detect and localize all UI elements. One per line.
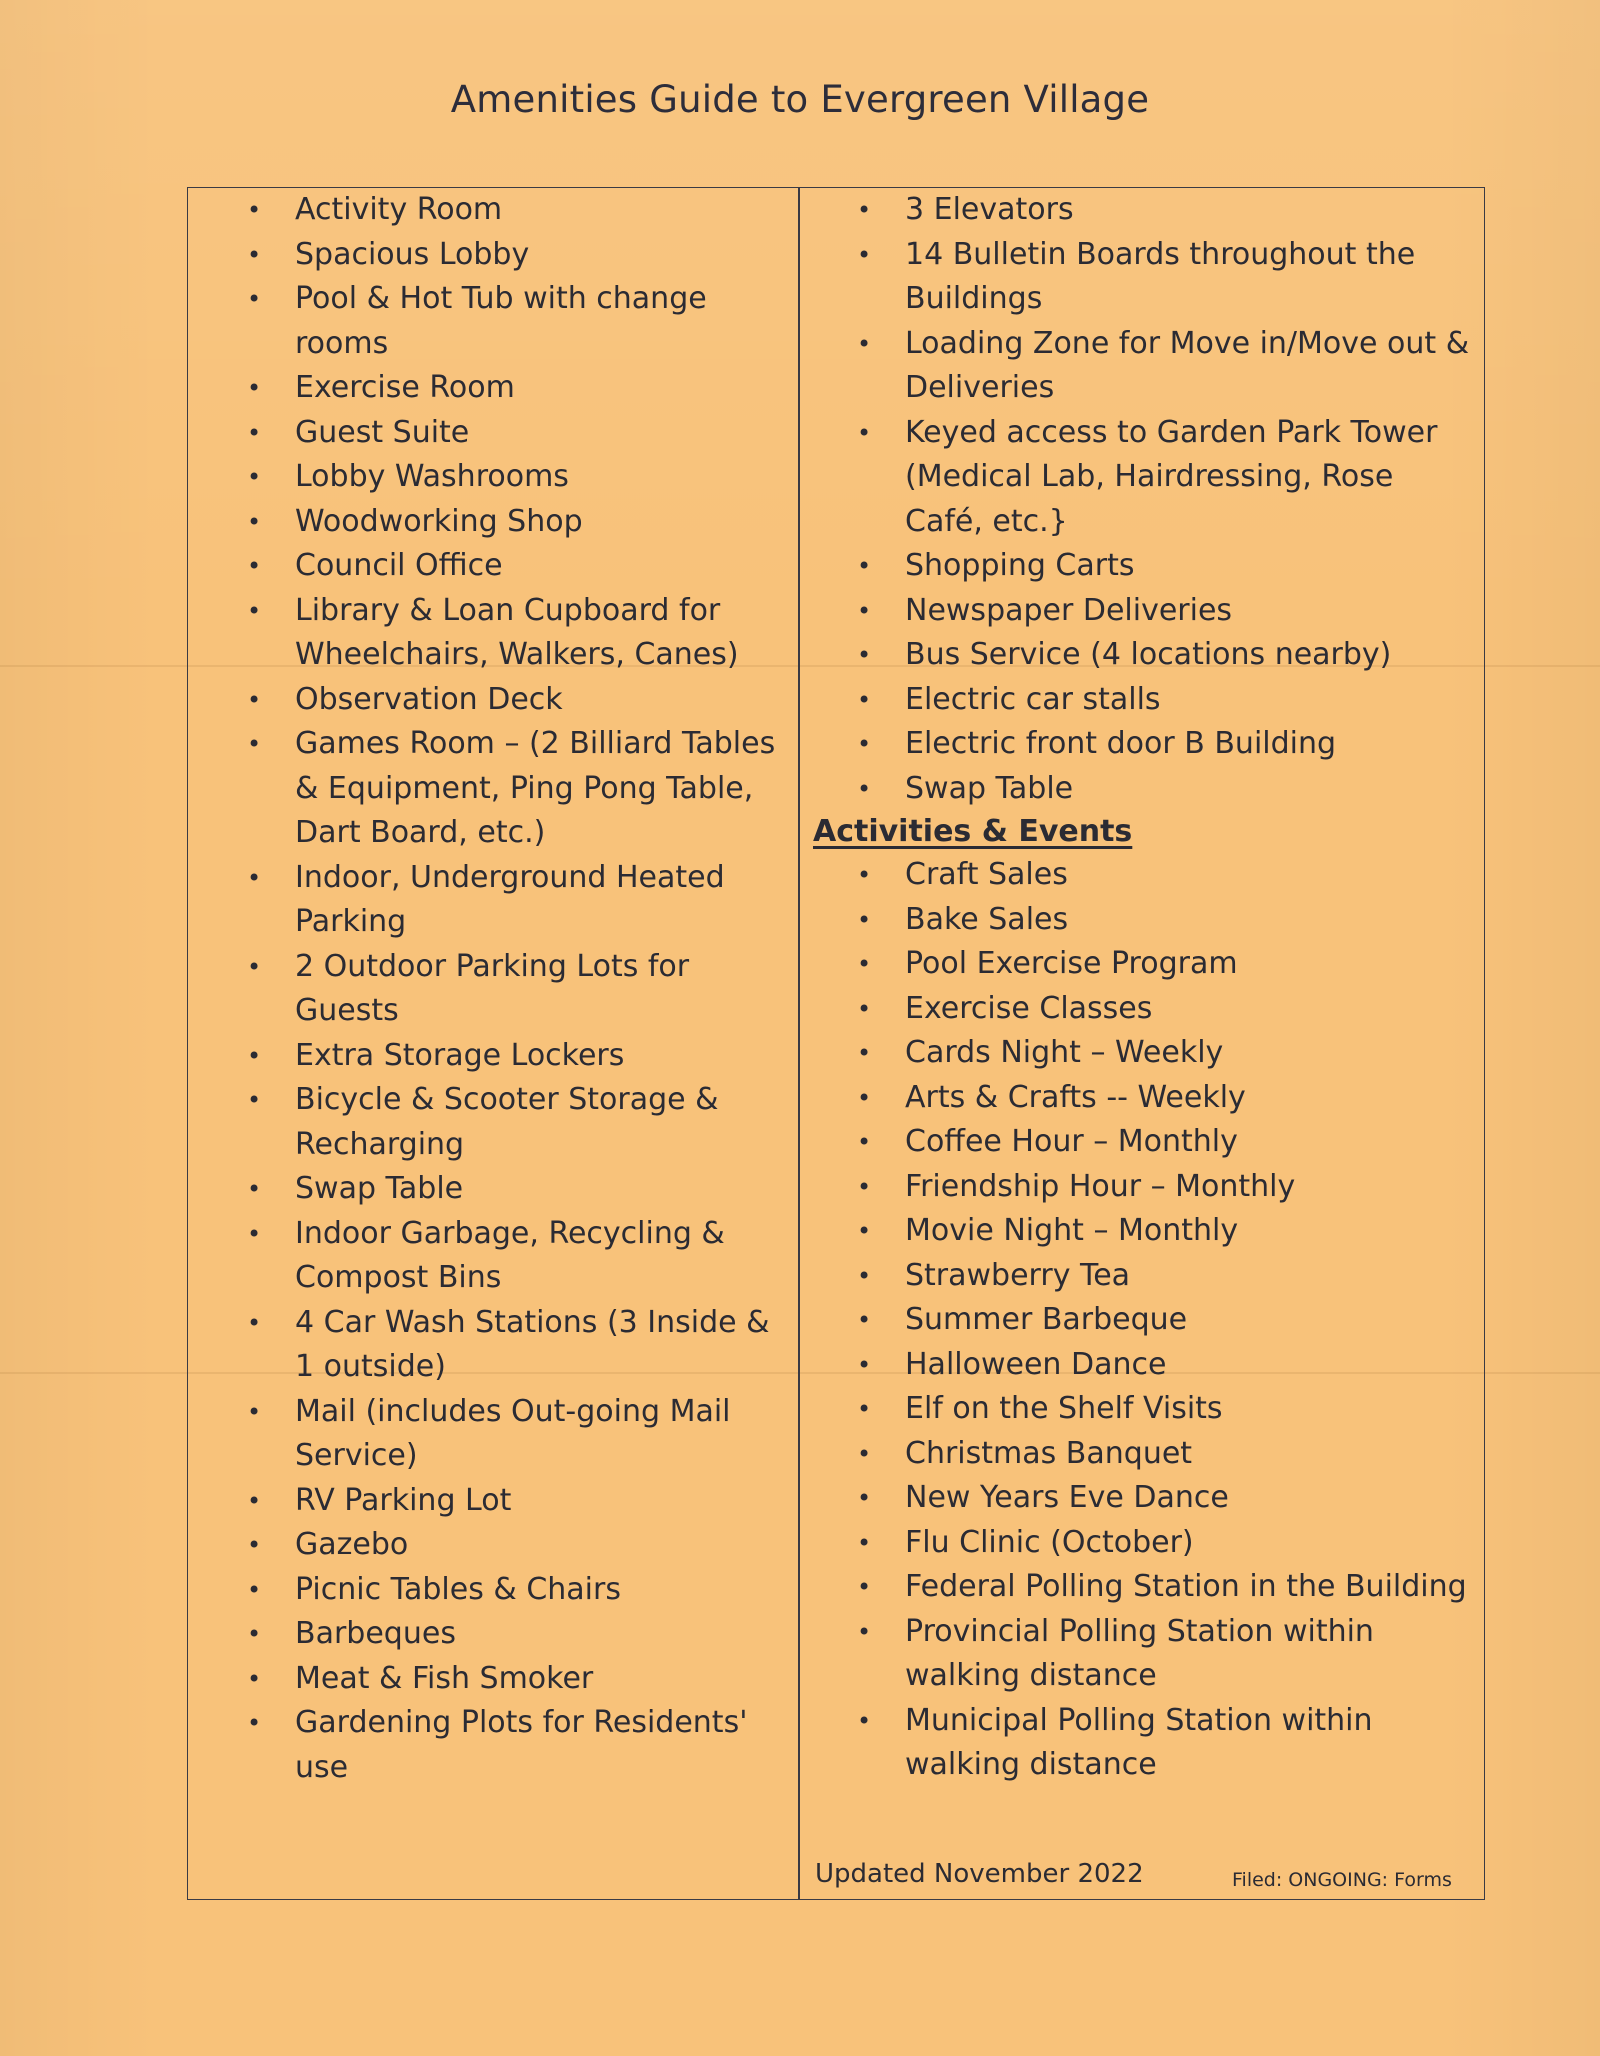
list-item: • Observation Deck — [245, 678, 797, 723]
list-item: • Elf on the Shelf Visits — [855, 1387, 1475, 1432]
list-item: • Picnic Tables & Chairs — [245, 1568, 797, 1613]
list-item: • Newspaper Deliveries — [855, 589, 1475, 634]
activities-list — [855, 853, 1475, 1788]
filed-note: Filed: ONGOING: Forms — [1232, 1869, 1452, 1891]
list-item: • Movie Night – Monthly — [855, 1209, 1475, 1254]
list-item: • Games Room – (2 Billiard Tables & Equipment, Ping Pong Table, Dart Board, etc.) — [245, 722, 797, 856]
list-item: • Barbeques — [245, 1612, 797, 1657]
list-item: • Woodworking Shop — [245, 500, 797, 545]
list-item: • Coffee Hour – Monthly — [855, 1120, 1475, 1165]
list-item: • Extra Storage Lockers — [245, 1034, 797, 1079]
right-amenities-list — [855, 188, 1475, 811]
list-item: • Pool & Hot Tub with change rooms — [245, 277, 797, 366]
list-item: • Meat & Fish Smoker — [245, 1657, 797, 1702]
list-item: • Keyed access to Garden Park Tower (Medical Lab, Hairdressing, Rose Café, etc.} — [855, 411, 1475, 545]
list-item: • Flu Clinic (October) — [855, 1521, 1475, 1566]
page-title: Amenities Guide to Evergreen Village — [450, 78, 1150, 121]
list-item: • Craft Sales — [855, 853, 1475, 898]
list-item: • 4 Car Wash Stations (3 Inside & 1 outside) — [245, 1301, 797, 1390]
list-item: • Indoor, Underground Heated Parking — [245, 856, 797, 945]
list-item: • Swap Table — [245, 1167, 797, 1212]
list-item: • Mail (includes Out-going Mail Service) — [245, 1390, 797, 1479]
list-item: • Summer Barbeque — [855, 1298, 1475, 1343]
list-item: • Spacious Lobby — [245, 233, 797, 278]
list-item: • Electric car stalls — [855, 678, 1475, 723]
list-item: • Guest Suite — [245, 411, 797, 456]
list-item: • Provincial Polling Station within walking distance — [855, 1610, 1475, 1699]
list-item: • Halloween Dance — [855, 1343, 1475, 1388]
list-item: • Swap Table — [855, 767, 1475, 812]
list-item: • Activity Room — [245, 188, 797, 233]
column-divider — [798, 187, 800, 1900]
list-item: • Federal Polling Station in the Building — [855, 1565, 1475, 1610]
list-item: • Exercise Classes — [855, 987, 1475, 1032]
list-item: • Friendship Hour – Monthly — [855, 1165, 1475, 1210]
list-item: • Indoor Garbage, Recycling & Compost Bins — [245, 1212, 797, 1301]
list-item: • Electric front door B Building — [855, 722, 1475, 767]
list-item: • Bake Sales — [855, 898, 1475, 943]
list-item: • 2 Outdoor Parking Lots for Guests — [245, 945, 797, 1034]
list-item: • 14 Bulletin Boards throughout the Buildings — [855, 233, 1475, 322]
list-item: • Cards Night – Weekly — [855, 1031, 1475, 1076]
list-item: • New Years Eve Dance — [855, 1476, 1475, 1521]
list-item: • 3 Elevators — [855, 188, 1475, 233]
list-item: • Bus Service (4 locations nearby) — [855, 633, 1475, 678]
list-item: • Council Office — [245, 544, 797, 589]
list-item: • Municipal Polling Station within walking distance — [855, 1699, 1475, 1788]
activities-events-heading: Activities & Events — [813, 814, 1133, 849]
list-item: • Lobby Washrooms — [245, 455, 797, 500]
list-item: • Shopping Carts — [855, 544, 1475, 589]
list-item: • Christmas Banquet — [855, 1432, 1475, 1477]
list-item: • Gazebo — [245, 1523, 797, 1568]
list-item: • Exercise Room — [245, 366, 797, 411]
left-amenities-list — [245, 188, 797, 1790]
list-item: • Gardening Plots for Residents' use — [245, 1701, 797, 1790]
updated-date: Updated November 2022 — [815, 1859, 1144, 1889]
list-item: • Arts & Crafts -- Weekly — [855, 1076, 1475, 1121]
list-item: • Loading Zone for Move in/Move out & Deliveries — [855, 322, 1475, 411]
list-item: • Bicycle & Scooter Storage & Recharging — [245, 1078, 797, 1167]
list-item: • Strawberry Tea — [855, 1254, 1475, 1299]
list-item: • Pool Exercise Program — [855, 942, 1475, 987]
list-item: • RV Parking Lot — [245, 1479, 797, 1524]
list-item: • Library & Loan Cupboard for Wheelchairs, Walkers, Canes) — [245, 589, 797, 678]
